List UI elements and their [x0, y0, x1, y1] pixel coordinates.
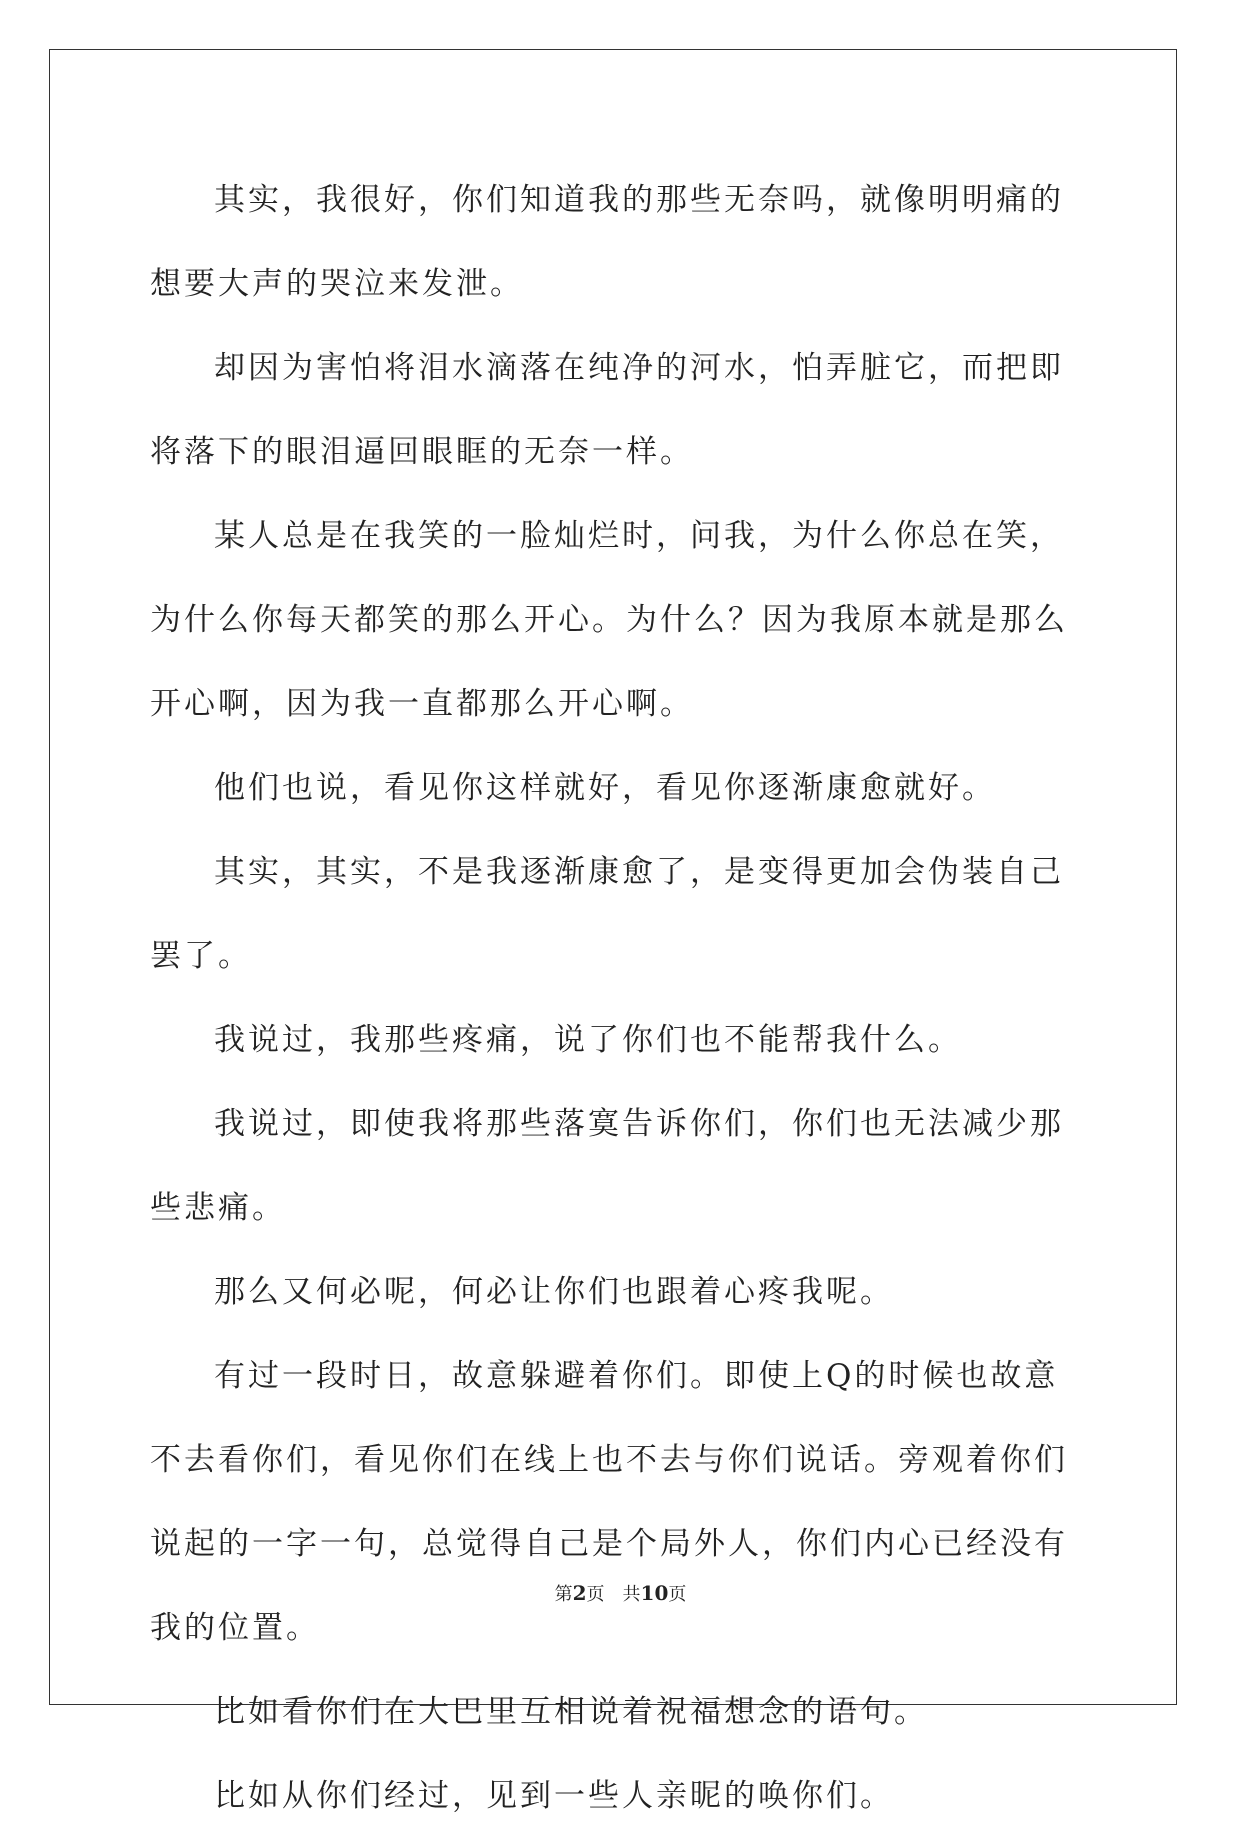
paragraph: 那么又何必呢，何必让你们也跟着心疼我呢。: [214, 1274, 894, 1310]
page-prefix: 第: [554, 1584, 573, 1605]
paragraph: 某人总是在我笑的一脸灿烂时，问我，为什么你总在笑，为什么你每天都笑的那么开心。为什么？因为我原本就是那么开心啊，因为我一直都那么开心啊。: [150, 518, 1068, 722]
paragraph: 比如从你们经过，见到一些人亲昵的唤你们。: [214, 1778, 894, 1814]
page-suffix: 页: [586, 1584, 605, 1605]
total-suffix: 页: [668, 1584, 687, 1605]
paragraph: 他们也说，看见你这样就好，看见你逐渐康愈就好。: [214, 770, 996, 806]
paragraph: 比如看你们在大巴里互相说着祝福想念的语句。: [214, 1694, 928, 1730]
total-prefix: 共: [622, 1584, 641, 1605]
paragraph: 其实，我很好，你们知道我的那些无奈吗，就像明明痛的想要大声的哭泣来发泄。: [150, 182, 1064, 302]
page-number: 2: [572, 1581, 587, 1605]
page-footer: [0, 1580, 1241, 1606]
paragraph: 我说过，即使我将那些落寞告诉你们，你们也无法减少那些悲痛。: [150, 1106, 1064, 1226]
paragraph: 有过一段时日，故意躲避着你们。即使上Q的时候也故意不去看你们，看见你们在线上也不去与你们说话。旁观着你们说起的一字一句，总觉得自己是个局外人，你们内心已经没有我的位置。: [150, 1358, 1068, 1646]
paragraph: 却因为害怕将泪水滴落在纯净的河水，怕弄脏它，而把即将落下的眼泪逼回眼眶的无奈一样。: [150, 350, 1064, 470]
total-pages: 10: [640, 1581, 669, 1605]
paragraph: 我说过，我那些疼痛，说了你们也不能帮我什么。: [214, 1022, 962, 1058]
paragraph: 其实，其实，不是我逐渐康愈了，是变得更加会伪装自己罢了。: [150, 854, 1064, 974]
